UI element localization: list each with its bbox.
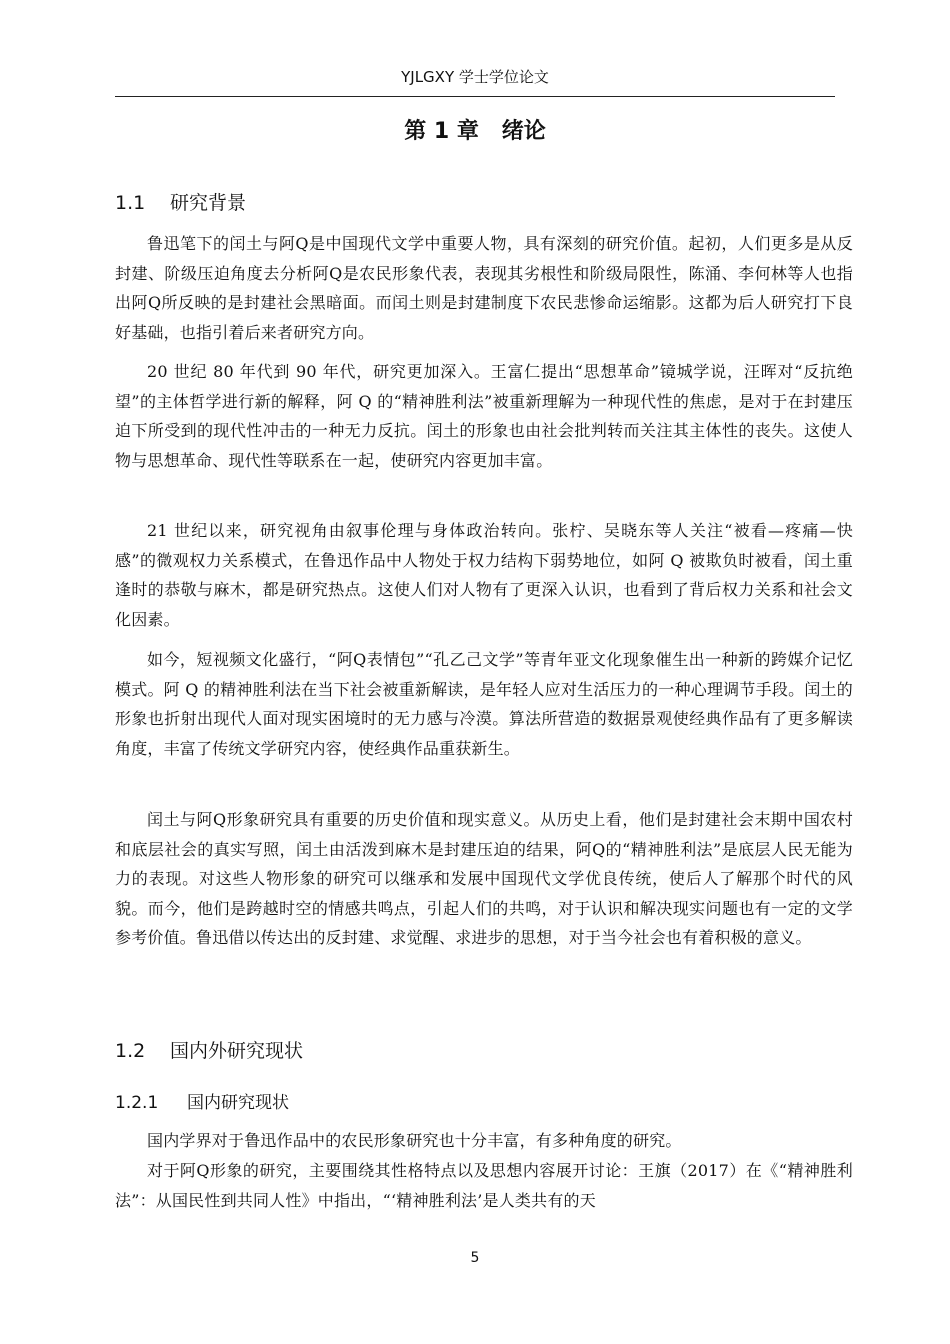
paragraph-3: 21 世纪以来，研究视角由叙事伦理与身体政治转向。张柠、吴晓东等人关注“被看—疼痛—快感”的微观权力关系模式，在鲁迅作品中人物处于权力结构下弱势地位，如阿 Q 被欺负时被看，闰土重逢时的恭敬与麻木，都是研究热点。这使人们对人物有了更深入认识，也看到了背后权力关系和社会文化因素。 <box>115 521 853 629</box>
running-header: YJLGXY 学士学位论文 <box>401 68 549 86</box>
subsection-number: 1.2.1 <box>115 1093 159 1113</box>
paragraph-6: 国内学界对于鲁迅作品中的农民形象研究也十分丰富，有多种角度的研究。 <box>147 1131 682 1150</box>
section-heading-1-1 <box>115 188 246 215</box>
section-number: 1.2 <box>115 1040 146 1062</box>
header-rule <box>115 96 835 97</box>
paragraph-2: 20 世纪 80 年代到 90 年代，研究更加深入。王富仁提出“思想革命”镜城学说，汪晖对“反抗绝望”的主体哲学进行新的解释，阿 Q 的“精神胜利法”被重新理解为一种现代性的焦虑，是对于在封建压迫下所受到的现代性冲击的一种无力反抗。闰土的形象也由社会批判转而关注其主体性的丧失。这使人物与思想革命、现代性等联系在一起，使研究内容更加丰富。 <box>115 362 853 470</box>
section-title: 研究背景 <box>170 192 247 214</box>
paragraph-1: 鲁迅笔下的闰土与阿Q是中国现代文学中重要人物，具有深刻的研究价值。起初，人们更多是从反封建、阶级压迫角度去分析阿Q是农民形象代表，表现其劣根性和阶级局限性，陈涌、李何林等人也指出阿Q所反映的是封建社会黑暗面。而闰土则是封建制度下农民悲惨命运缩影。这都为后人研究打下良好基础，也指引着后来者研究方向。 <box>115 234 853 342</box>
chapter-title: 第 1 章 绪论 <box>404 119 546 144</box>
paragraph-7: 对于阿Q形象的研究，主要围绕其性格特点以及思想内容展开讨论：王旗（2017）在《“精神胜利法”：从国民性到共同人性》中指出，“‘精神胜利法’是人类共有的天 <box>115 1161 853 1210</box>
paragraph-4: 如今，短视频文化盛行，“阿Q表情包”“孔乙己文学”等青年亚文化现象催生出一种新的跨媒介记忆模式。阿 Q 的精神胜利法在当下社会被重新解读，是年轻人应对生活压力的一种心理调节手段。闰土的形象也折射出现代人面对现实困境时的无力感与冷漠。算法所营造的数据景观使经典作品有了更多解读角度，丰富了传统文学研究内容，使经典作品重获新生。 <box>115 650 853 758</box>
subsection-title: 国内研究现状 <box>187 1093 289 1113</box>
paragraph-5: 闰土与阿Q形象研究具有重要的历史价值和现实意义。从历史上看，他们是封建社会末期中国农村和底层社会的真实写照，闰土由活泼到麻木是封建压迫的结果，阿Q的“精神胜利法”是底层人民无能为力的表现。对这些人物形象的研究可以继承和发展中国现代文学优良传统，使后人了解那个时代的风貌。而今，他们是跨越时空的情感共鸣点，引起人们的共鸣，对于认识和解决现实问题也有一定的文学参考价值。鲁迅借以传达出的反封建、求觉醒、求进步的思想，对于当今社会也有着积极的意义。 <box>115 810 853 947</box>
subsection-heading-1-2-1 <box>115 1088 289 1113</box>
section-number: 1.1 <box>115 192 146 214</box>
section-heading-1-2 <box>115 1036 303 1063</box>
section-title: 国内外研究现状 <box>170 1040 304 1062</box>
page-number: 5 <box>470 1250 480 1266</box>
